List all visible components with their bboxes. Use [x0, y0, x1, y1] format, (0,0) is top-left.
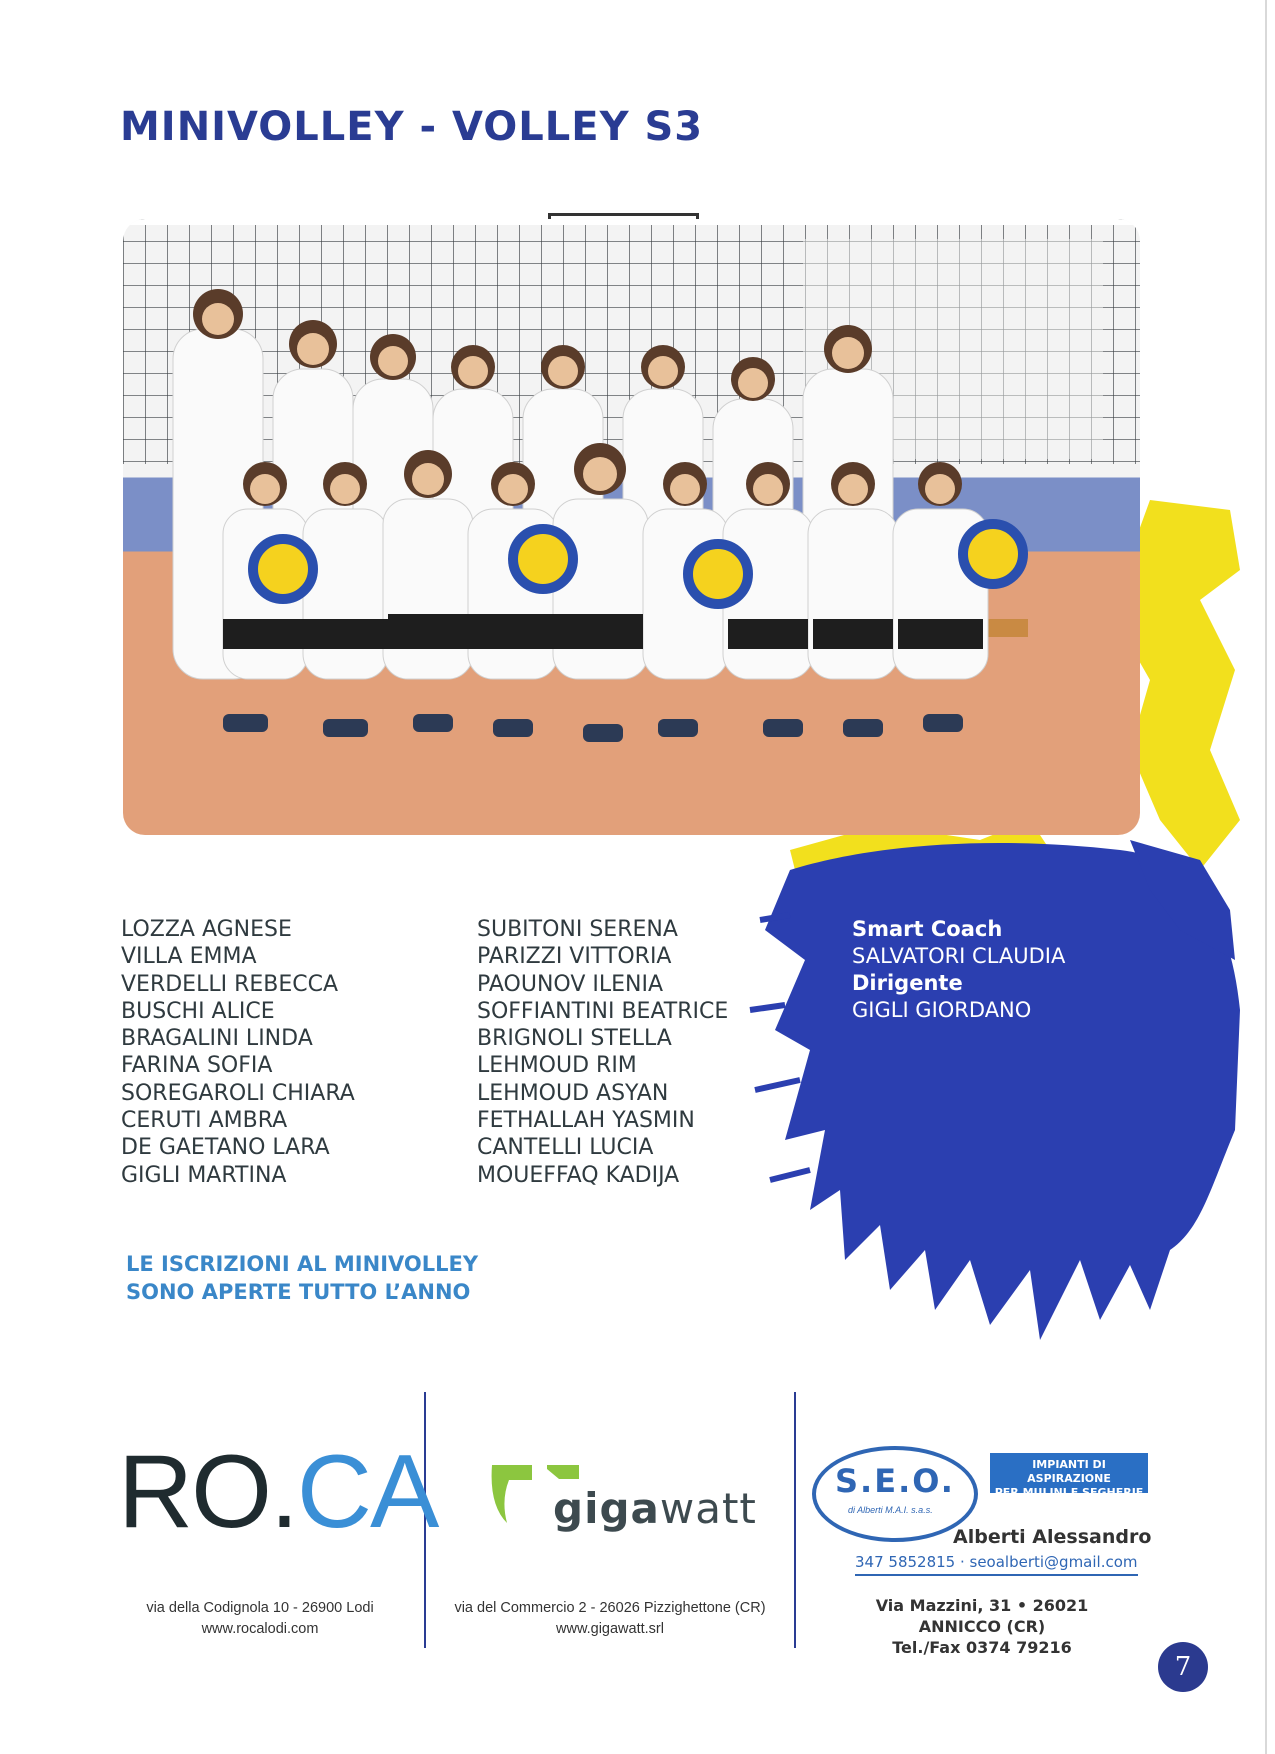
- coach-role: Smart Coach: [852, 917, 1003, 941]
- roster-name: BRAGALINI LINDA: [121, 1026, 313, 1052]
- roster-name: PARIZZI VITTORIA: [477, 944, 672, 970]
- roster-name: VERDELLI REBECCA: [121, 971, 339, 997]
- roster-name: LEHMOUD ASYAN: [477, 1080, 669, 1106]
- roster-name: SOREGAROLI CHIARA: [121, 1080, 355, 1106]
- roca-address: via della Codignola 10 - 26900 Lodi: [146, 1600, 374, 1616]
- seo-contact-person: Alberti Alessandro: [953, 1526, 1152, 1548]
- roster-column-2: [477, 916, 728, 1189]
- page-number: 7: [1158, 1642, 1208, 1692]
- roster-name: LEHMOUD RIM: [477, 1053, 637, 1079]
- roster-name: DE GAETANO LARA: [121, 1135, 330, 1161]
- page-edge: [1265, 0, 1267, 1754]
- roster-name: SOFFIANTINI BEATRICE: [477, 998, 729, 1024]
- gigawatt-website: www.gigawatt.srl: [556, 1621, 664, 1637]
- gigawatt-address: via del Commercio 2 - 26026 Pizzighettone (CR): [454, 1600, 766, 1616]
- page-title: MINIVOLLEY - VOLLEY S3: [120, 104, 704, 150]
- roster-name: VILLA EMMA: [121, 944, 257, 970]
- gigawatt-logo: gigawatt: [553, 1484, 757, 1533]
- manager-role: Dirigente: [852, 971, 963, 995]
- seo-phone: Tel./Fax 0374 79216: [892, 1638, 1072, 1657]
- roster-name: FARINA SOFIA: [121, 1053, 273, 1079]
- seo-address-block: [832, 1595, 1132, 1658]
- roster-name: MOUEFFAQ KADIJA: [477, 1162, 680, 1188]
- roster-name: CERUTI AMBRA: [121, 1108, 288, 1134]
- roster-name: FETHALLAH YASMIN: [477, 1108, 695, 1134]
- roster-name: BUSCHI ALICE: [121, 998, 275, 1024]
- manager-name: GIGLI GIORDANO: [852, 998, 1032, 1022]
- roster-name: GIGLI MARTINA: [121, 1162, 287, 1188]
- roca-logo: RO.CA: [118, 1434, 438, 1550]
- staff-block: [852, 916, 1065, 1024]
- seo-logo-sub: di Alberti M.A.I. s.a.s.: [848, 1505, 933, 1515]
- notice-line-1: LE ISCRIZIONI AL MINIVOLLEY: [126, 1252, 479, 1276]
- roster-name: BRIGNOLI STELLA: [477, 1026, 672, 1052]
- notice-line-2: SONO APERTE TUTTO L’ANNO: [126, 1280, 471, 1304]
- roster-name: CANTELLI LUCIA: [477, 1135, 654, 1161]
- seo-logo: S.E.O.: [835, 1462, 955, 1500]
- coach-name: SALVATORI CLAUDIA: [852, 944, 1066, 968]
- roster-name: LOZZA AGNESE: [121, 917, 292, 942]
- roster-name: PAOUNOV ILENIA: [477, 971, 664, 997]
- seo-contact-line: 347 5852815 · seoalberti@gmail.com: [855, 1553, 1138, 1576]
- seo-address: Via Mazzini, 31 • 26021 ANNICCO (CR): [875, 1596, 1089, 1636]
- sponsor-divider: [794, 1392, 796, 1648]
- roca-website: www.rocalodi.com: [201, 1621, 319, 1637]
- gigawatt-address-block: [440, 1598, 780, 1640]
- team-photo: [123, 219, 1140, 835]
- seo-tagline: IMPIANTI DI ASPIRAZIONE PER MULINI E SEGHERIE: [990, 1453, 1148, 1493]
- roca-address-block: [110, 1598, 410, 1640]
- registration-notice: [126, 1250, 478, 1306]
- roster-column-1: [121, 916, 355, 1189]
- roster-name: SUBITONI SERENA: [477, 917, 678, 942]
